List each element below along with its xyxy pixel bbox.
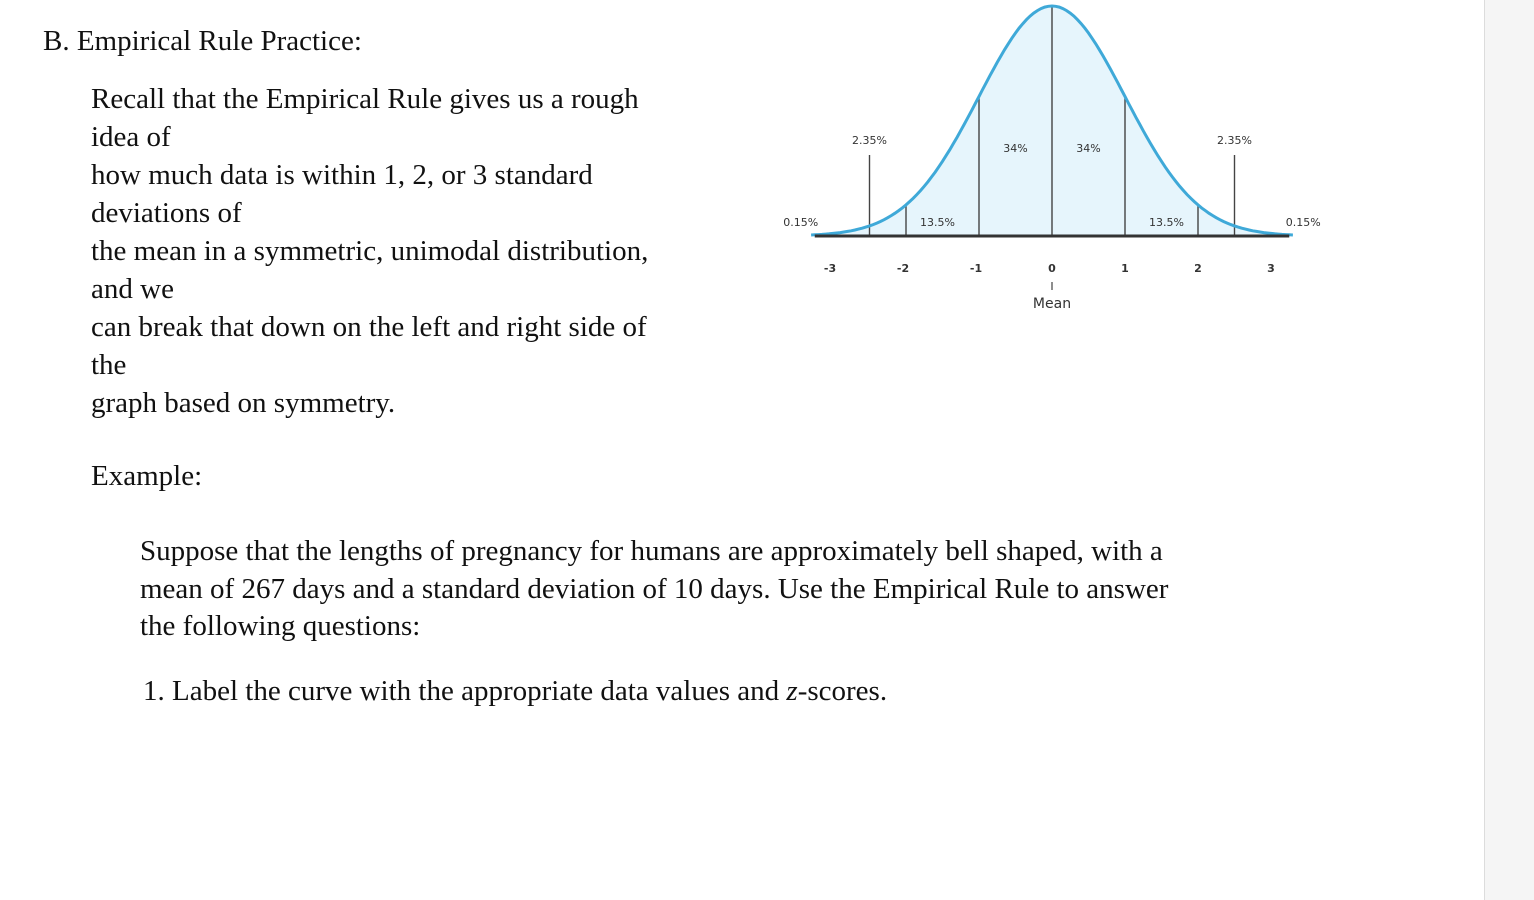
- region-percent-label: 2.35%: [852, 134, 887, 147]
- x-tick-label: 0: [1048, 262, 1056, 275]
- intro-line: how much data is within 1, 2, or 3 standard: [91, 159, 593, 191]
- example-line: Suppose that the lengths of pregnancy for humans are approximately bell shaped, with a: [140, 535, 1163, 567]
- example-line: the following questions:: [140, 610, 421, 642]
- x-tick-label: -3: [823, 262, 837, 275]
- x-tick-label: 3: [1267, 262, 1275, 275]
- intro-line: deviations of: [91, 197, 242, 229]
- intro-line: the: [91, 349, 127, 381]
- mean-label: Mean: [1032, 296, 1072, 312]
- x-tick-label: -2: [896, 262, 910, 275]
- question-text-end: -scores.: [797, 675, 888, 707]
- intro-line: the mean in a symmetric, unimodal distribution,: [91, 235, 649, 267]
- question-text: Label the curve with the appropriate data values and: [172, 675, 780, 707]
- intro-line: idea of: [91, 121, 171, 153]
- region-percent-label: 34%: [1003, 142, 1028, 155]
- x-tick-label: 1: [1121, 262, 1129, 275]
- x-tick-label: 2: [1194, 262, 1202, 275]
- z-letter: z: [786, 675, 798, 707]
- question-1: [143, 672, 887, 710]
- intro-line: can break that down on the left and right side of: [91, 311, 647, 343]
- example-label: Example:: [91, 460, 203, 492]
- intro-line: Recall that the Empirical Rule gives us a rough: [91, 83, 639, 115]
- region-percent-label: 0.15%: [783, 216, 819, 229]
- x-tick-label: -1: [969, 262, 983, 275]
- example-paragraph: [140, 533, 1290, 646]
- region-percent-label: 0.15%: [1285, 216, 1321, 229]
- region-percent-label: 34%: [1076, 142, 1101, 155]
- empirical-rule-bell-curve: [760, 0, 1360, 330]
- region-percent-label: 13.5%: [1149, 216, 1184, 229]
- section-heading: B. Empirical Rule Practice:: [43, 25, 362, 57]
- example-line: mean of 267 days and a standard deviation of 10 days. Use the Empirical Rule to answer: [140, 572, 1169, 605]
- scrollbar-track[interactable]: [1484, 0, 1534, 900]
- intro-line: graph based on symmetry.: [91, 387, 396, 419]
- question-number: 1.: [143, 675, 165, 707]
- intro-line: and we: [91, 273, 174, 305]
- region-percent-label: 2.35%: [1217, 134, 1252, 147]
- region-percent-label: 13.5%: [920, 216, 955, 229]
- intro-paragraph: [91, 80, 731, 422]
